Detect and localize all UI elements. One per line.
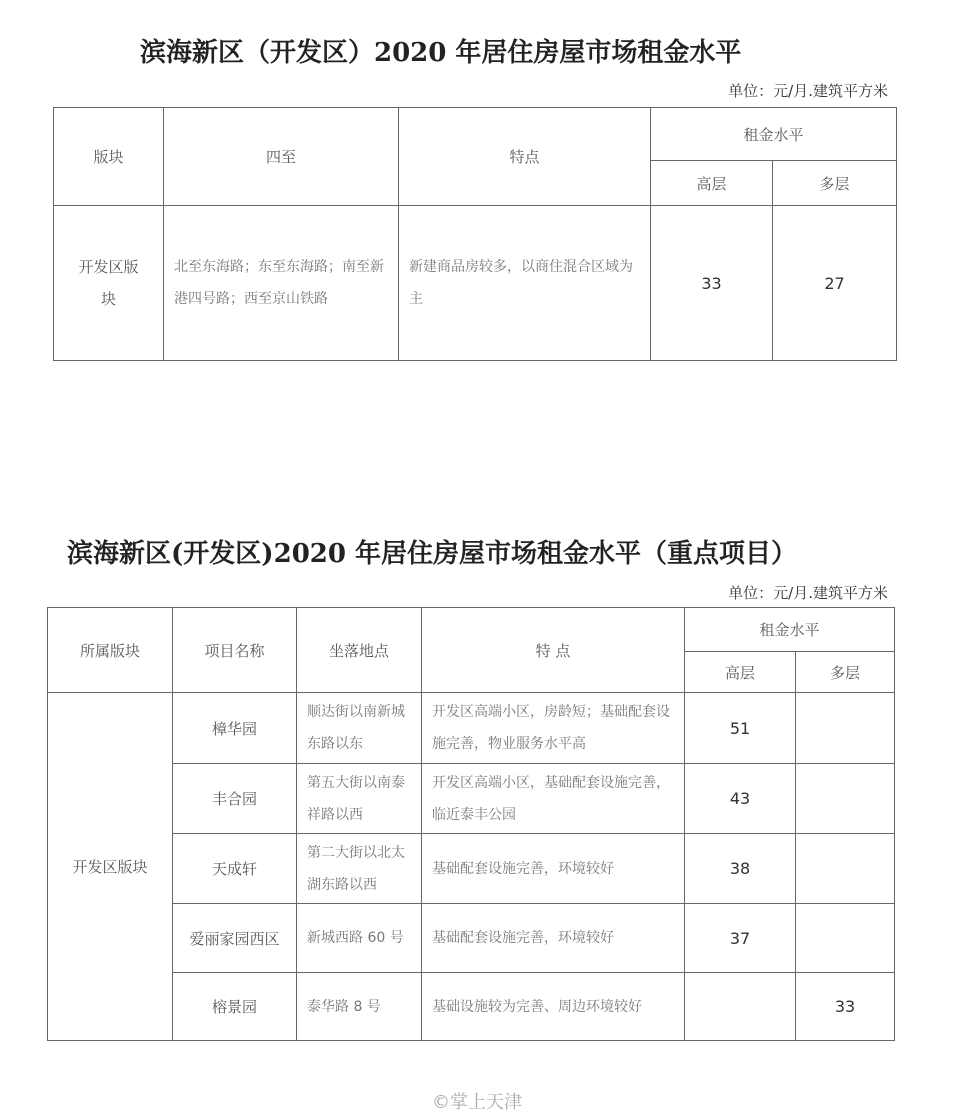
- header-features: 特 点: [422, 608, 685, 693]
- table2: [47, 607, 895, 1041]
- cell-location: 新城西路 60 号: [297, 904, 422, 973]
- header-multi: 多层: [773, 161, 897, 206]
- cell-multi: 33: [796, 973, 895, 1041]
- cell-features: 基础设施较为完善、周边环境较好: [422, 973, 685, 1041]
- cell-high: 33: [651, 206, 773, 361]
- cell-block: 开发区版块: [54, 206, 164, 361]
- table-row: [48, 904, 895, 973]
- header-bounds: 四至: [164, 108, 399, 206]
- cell-features: 新建商品房较多，以商住混合区域为主: [399, 206, 651, 361]
- table-row: [48, 764, 895, 834]
- watermark: ©掌上天津: [432, 1092, 522, 1113]
- header-rent: 租金水平: [651, 108, 897, 161]
- cell-name: 天成轩: [173, 834, 297, 904]
- cell-multi: 27: [773, 206, 897, 361]
- cell-features: 基础配套设施完善，环境较好: [422, 834, 685, 904]
- cell-features: 开发区高端小区，房龄短；基础配套设施完善，物业服务水平高: [422, 693, 685, 764]
- cell-high: [685, 973, 796, 1041]
- table-row: [48, 973, 895, 1041]
- table1-title: 滨海新区（开发区）2020 年居住房屋市场租金水平: [140, 38, 742, 68]
- cell-name: 樟华园: [173, 693, 297, 764]
- table-row: [48, 834, 895, 904]
- table1-unit: 单位：元/月.建筑平方米: [728, 82, 888, 100]
- header-multi: 多层: [796, 652, 895, 693]
- cell-high: 51: [685, 693, 796, 764]
- cell-name: 丰合园: [173, 764, 297, 834]
- header-high: 高层: [685, 652, 796, 693]
- header-block: 版块: [54, 108, 164, 206]
- header-block: 所属版块: [48, 608, 173, 693]
- cell-location: 泰华路 8 号: [297, 973, 422, 1041]
- header-features: 特点: [399, 108, 651, 206]
- cell-name: 榕景园: [173, 973, 297, 1041]
- cell-name: 爱丽家园西区: [173, 904, 297, 973]
- table1: [53, 107, 897, 361]
- cell-multi: [796, 834, 895, 904]
- header-rent: 租金水平: [685, 608, 895, 652]
- header-name: 项目名称: [173, 608, 297, 693]
- cell-multi: [796, 693, 895, 764]
- cell-location: 第五大街以南泰祥路以西: [297, 764, 422, 834]
- header-location: 坐落地点: [297, 608, 422, 693]
- cell-location: 第二大街以北太湖东路以西: [297, 834, 422, 904]
- header-high: 高层: [651, 161, 773, 206]
- cell-bounds: 北至东海路；东至东海路；南至新港四号路；西至京山铁路: [164, 206, 399, 361]
- table-row: [48, 693, 895, 764]
- cell-high: 43: [685, 764, 796, 834]
- cell-high: 38: [685, 834, 796, 904]
- cell-block: 开发区版块: [48, 693, 173, 1041]
- table2-unit: 单位：元/月.建筑平方米: [728, 584, 888, 602]
- cell-features: 开发区高端小区，基础配套设施完善，临近泰丰公园: [422, 764, 685, 834]
- cell-features: 基础配套设施完善，环境较好: [422, 904, 685, 973]
- cell-location: 顺达街以南新城东路以东: [297, 693, 422, 764]
- cell-high: 37: [685, 904, 796, 973]
- table2-title: 滨海新区(开发区)2020 年居住房屋市场租金水平（重点项目）: [67, 539, 798, 569]
- cell-multi: [796, 764, 895, 834]
- cell-multi: [796, 904, 895, 973]
